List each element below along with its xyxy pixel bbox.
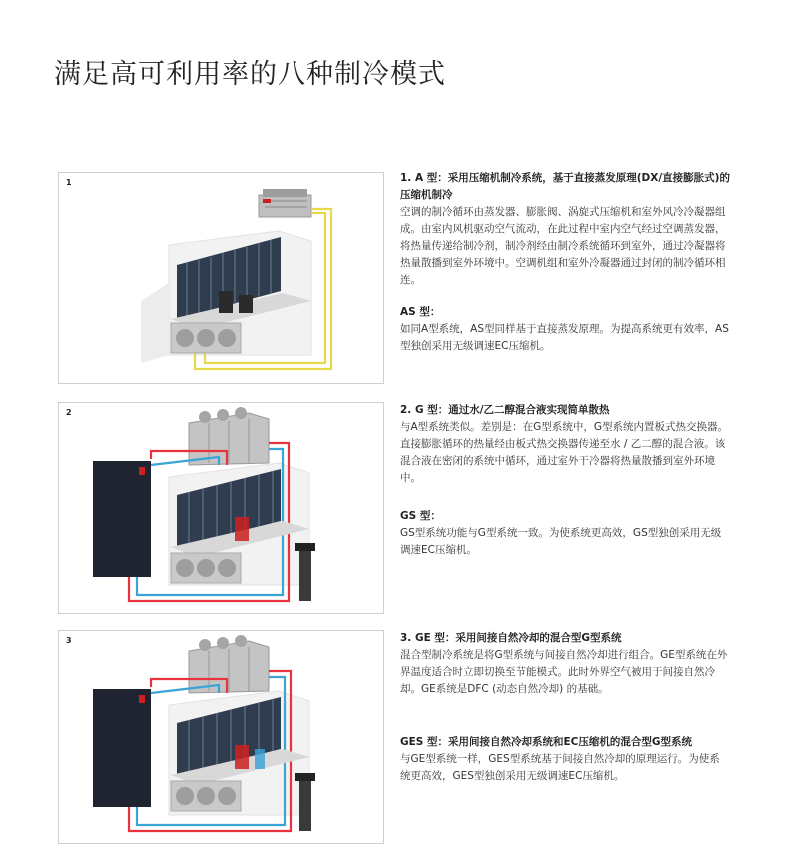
section-2 — [400, 402, 730, 487]
indoor-cabinet — [93, 461, 151, 577]
section-1-sub — [400, 304, 730, 355]
page-title: 满足高可利用率的八种制冷模式 — [54, 59, 446, 90]
indoor-cabinet — [93, 689, 151, 807]
sub-body: 如同A型系统，AS型同样基于直接蒸发原理。为提高系统更有效率，AS 型独创采用无级调速EC压缩机。 — [400, 323, 729, 352]
diagram-panel-2 — [58, 402, 384, 614]
panel-number: 2 — [66, 408, 72, 417]
diagram-panel-1 — [58, 172, 384, 384]
section-body: 空调的制冷循环由蒸发器、膨胀阀、涡旋式压缩机和室外风冷冷凝器组成。由室内风机驱动空气流动，在此过程中室内空气经过空调蒸发器，将热量传递给制冷剂，制冷剂经由制冷系统循环到室外，通过冷凝器将热量散播到室外环境中。空调机组和室外冷凝器通过封闭的制冷循环相连。 — [400, 206, 726, 286]
sub-heading: AS 型： — [400, 306, 441, 318]
section-heading: 2. G 型：通过水/乙二醇混合液实现简单散热 — [400, 404, 610, 416]
sub-body: GS型系统功能与G型系统一致。为使系统更高效，GS型独创采用无级调速EC压缩机。 — [400, 527, 722, 556]
section-3 — [400, 630, 730, 698]
section-body: 混合型制冷系统是将G型系统与间接自然冷却进行组合。GE型系统在外界温度适合时立即切换至节能模式。此时外界空气被用于间接自然冷却。GE系统是DFC (动态自然冷却) 的基础。 — [400, 649, 728, 695]
ge-type-system-illustration — [59, 631, 385, 845]
outdoor-dry-cooler — [189, 407, 269, 465]
sub-heading: GS 型： — [400, 510, 441, 522]
sub-body: 与GE型系统一样，GES型系统基于间接自然冷却的原理运行。为使系统更高效，GES型独创采用无级调速EC压缩机。 — [400, 753, 720, 782]
panel-number: 1 — [66, 178, 72, 187]
section-heading: 3. GE 型：采用间接自然冷却的混合型G型系统 — [400, 632, 622, 644]
outdoor-dry-cooler — [189, 635, 269, 693]
section-heading: 1. A 型：采用压缩机制冷系统，基于直接蒸发原理(DX/直接膨胀式)的压缩机制冷 — [400, 172, 730, 201]
g-type-system-illustration — [59, 403, 385, 615]
section-body: 与A型系统类似。差别是：在G型系统中，G型系统内置板式热交换器。直接膨胀循环的热量经由板式热交换器传递至水 / 乙二醇的混合液。该混合液在密闭的系统中循环，通过室外干冷器将热量散播到室外环境中。 — [400, 421, 728, 484]
a-type-system-illustration — [59, 173, 385, 385]
sub-heading: GES 型：采用间接自然冷却系统和EC压缩机的混合型G型系统 — [400, 736, 693, 748]
panel-number: 3 — [66, 636, 72, 645]
outdoor-condenser — [259, 189, 311, 217]
section-1 — [400, 170, 730, 289]
section-3-sub — [400, 734, 730, 785]
diagram-panel-3 — [58, 630, 384, 844]
section-2-sub — [400, 508, 730, 559]
